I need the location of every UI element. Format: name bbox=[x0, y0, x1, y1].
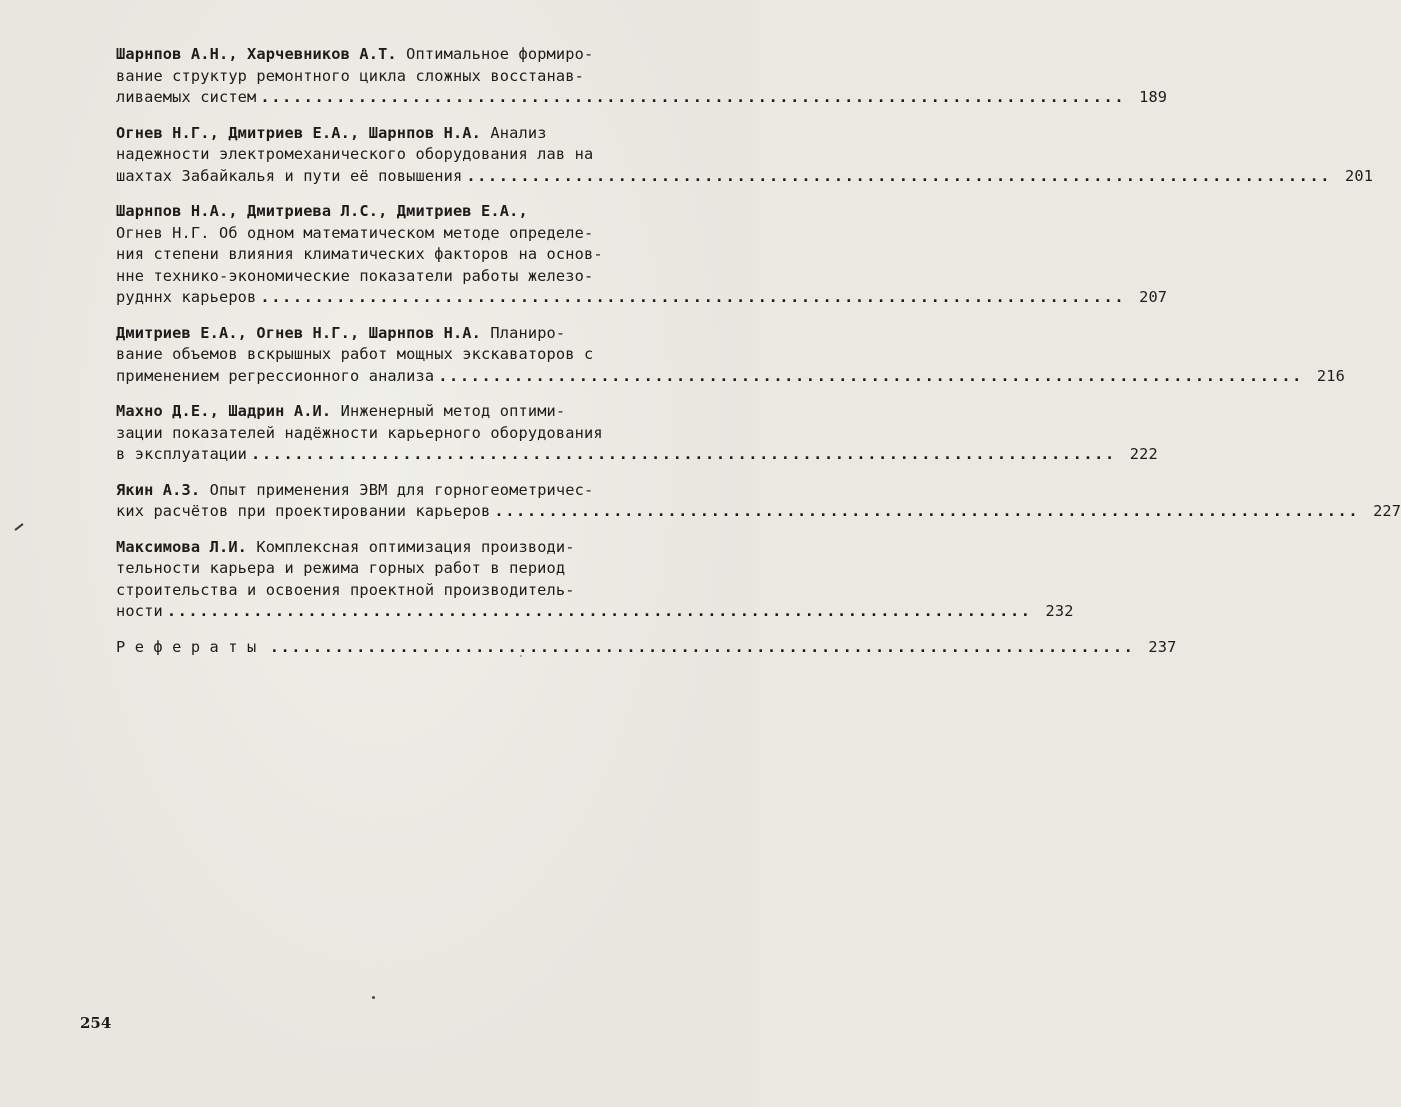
toc-entry-line: Огнев Н.Г. Об одном математическом методе определе- bbox=[116, 223, 594, 242]
toc-entry bbox=[116, 44, 1168, 109]
toc-entry-last-line bbox=[116, 87, 1168, 109]
toc-entry-line bbox=[116, 201, 710, 223]
toc-entry-line: применением регрессионного анализа bbox=[116, 366, 435, 385]
toc-entry-line bbox=[116, 44, 710, 66]
dot-leader: ................................................................................ bbox=[260, 288, 1126, 306]
dot-leader: ................................................................................ bbox=[269, 637, 1135, 656]
author-names: Шарнпов Н.А., Дмитриева Л.С., Дмитриев Е.А., bbox=[116, 202, 528, 220]
page-number: 189 bbox=[1139, 88, 1168, 106]
toc-entry-line: надежности электромеханического оборудования лав на bbox=[116, 145, 594, 163]
toc-entry-line: ких расчётов при проектировании карьеров bbox=[116, 502, 491, 520]
toc-entry bbox=[116, 201, 1168, 309]
table-of-contents bbox=[116, 44, 1401, 672]
page-number: 216 bbox=[1316, 366, 1345, 385]
title-text: Комплексная оптимизация производи- bbox=[256, 537, 575, 556]
author-names: Дмитриев Е.А., Огнев Н.Г., Шарнпов Н.А. bbox=[116, 323, 491, 342]
dot-leader: ................................................................................ bbox=[466, 166, 1332, 185]
page-number: 222 bbox=[1129, 445, 1158, 463]
toc-entry-last-line bbox=[116, 166, 1374, 188]
page-number: 232 bbox=[1045, 602, 1074, 620]
title-text: Анализ bbox=[490, 123, 547, 142]
page-number: 207 bbox=[1139, 288, 1168, 306]
toc-entry-last-line bbox=[116, 366, 1345, 388]
toc-entry-referaty bbox=[116, 637, 1177, 659]
toc-entry-last-line bbox=[116, 637, 1177, 659]
dot-leader: ................................................................................ bbox=[438, 366, 1303, 385]
toc-entry-line bbox=[116, 401, 710, 423]
toc-entry bbox=[116, 123, 1374, 188]
toc-entry-line: вание объемов вскрышных работ мощных экскаваторов с bbox=[116, 345, 594, 363]
toc-entry-line bbox=[116, 323, 710, 345]
title-text: Инженерный метод оптими- bbox=[340, 402, 566, 420]
dot-leader: ................................................................................ bbox=[494, 502, 1360, 520]
toc-entry-line: вание структур ремонтного цикла сложных восстанав- bbox=[116, 66, 584, 85]
toc-entry-last-line bbox=[116, 601, 1074, 623]
title-text: Оптимальное формиро- bbox=[406, 45, 594, 63]
author-names: Махно Д.Е., Шадрин А.И. bbox=[116, 402, 341, 420]
toc-entry bbox=[116, 537, 1074, 623]
toc-entry-line: рудннх карьеров bbox=[116, 288, 257, 306]
toc-entry-line bbox=[116, 123, 710, 145]
dot-leader: ................................................................................ bbox=[260, 88, 1126, 106]
toc-entry-line bbox=[116, 480, 710, 502]
toc-entry-line bbox=[116, 537, 710, 559]
toc-entry-line: зации показателей надёжности карьерного оборудования bbox=[116, 423, 603, 442]
referaty-label: Рефераты bbox=[116, 637, 266, 656]
margin-pencil-mark bbox=[14, 523, 23, 531]
dot-leader: ................................................................................ bbox=[166, 602, 1032, 620]
toc-entry-last-line bbox=[116, 501, 1401, 523]
toc-entry-line: ности bbox=[116, 602, 163, 620]
author-names: Якин А.З. bbox=[116, 480, 210, 499]
toc-entry bbox=[116, 401, 1158, 466]
toc-entry-line: ния степени влияния климатических факторов на основ- bbox=[116, 245, 603, 263]
toc-entry-line: нне технико-экономические показатели работы железо- bbox=[116, 266, 594, 285]
toc-entry bbox=[116, 480, 1401, 523]
paper-speck bbox=[520, 655, 522, 657]
toc-entry-line: в эксплуатации bbox=[116, 445, 248, 463]
author-names: Шарнпов А.Н., Харчевников А.Т. bbox=[116, 45, 407, 63]
paper-speck bbox=[372, 996, 375, 999]
page-number: 237 bbox=[1148, 637, 1177, 656]
toc-entry-last-line bbox=[116, 444, 1158, 466]
toc-entry bbox=[116, 323, 1345, 388]
author-names: Огнев Н.Г., Дмитриев Е.А., Шарнпов Н.А. bbox=[116, 123, 491, 142]
dot-leader: ................................................................................ bbox=[251, 445, 1116, 463]
toc-entry-line: ливаемых систем bbox=[116, 88, 257, 106]
toc-entry-line: тельности карьера и режима горных работ в период bbox=[116, 559, 566, 577]
page-number: 201 bbox=[1344, 166, 1374, 185]
toc-entry-line: шахтах Забайкалья и пути её повышения bbox=[116, 166, 463, 185]
toc-entry-line: строительства и освоения проектной производитель- bbox=[116, 580, 575, 599]
title-text: Планиро- bbox=[490, 323, 566, 342]
author-names: Максимова Л.И. bbox=[116, 537, 257, 556]
toc-entry-last-line bbox=[116, 287, 1168, 309]
folio-page-number: 254 bbox=[80, 1014, 112, 1032]
page-number: 227 bbox=[1373, 502, 1401, 520]
title-text: Опыт применения ЭВМ для горногеометричес- bbox=[209, 480, 594, 499]
